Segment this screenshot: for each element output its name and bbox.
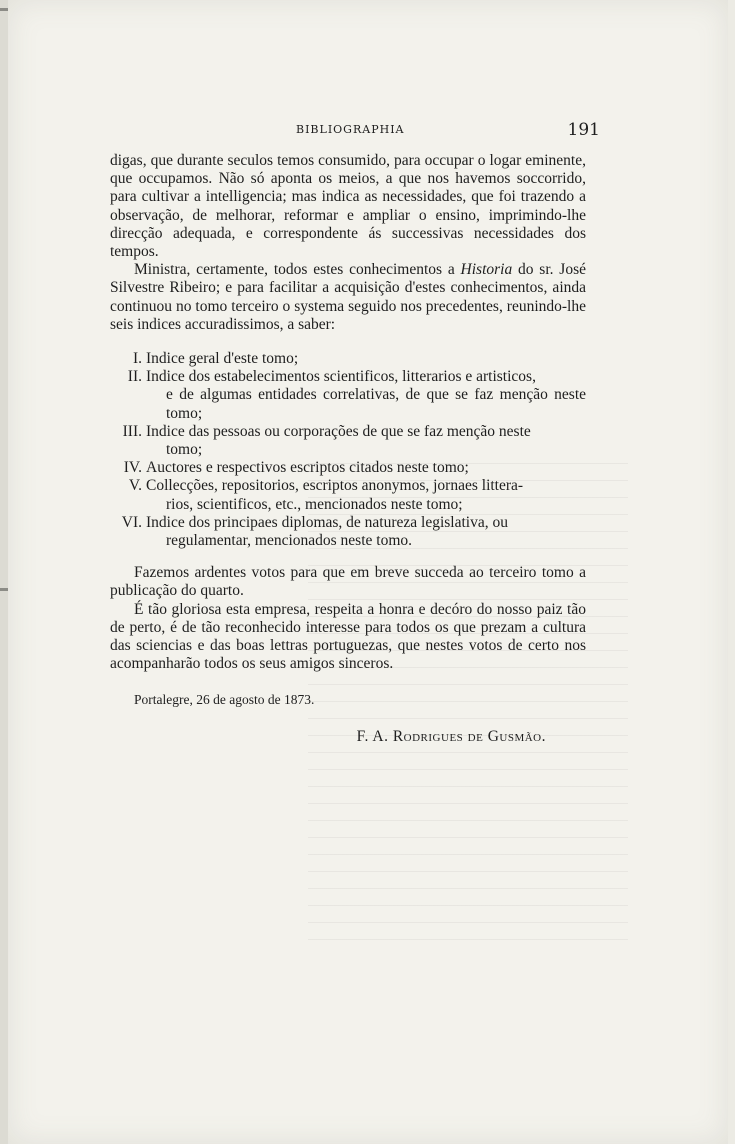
indices-list [110, 350, 586, 550]
paragraph-1: digas, que durante seculos temos consumido, para occupar o logar eminente, que occupamos. Não só aponta os meios, a que nos havemos soccorrido, para cultivar a intelligencia; mas indica as necessidades, que foi trazendo a observação, de melhorar, reformar e ampliar o ensino, imprimindo-lhe direcção adequada, e correspondente ás successivas necessidades dos tempos. [110, 152, 586, 261]
list-item: IV. Auctores e respectivos escriptos citados neste tomo; [123, 459, 469, 477]
paragraph-3: Fazemos ardentes votos para que em breve succeda ao terceiro tomo a publicação do quarto. [110, 564, 586, 600]
list-item: V. Collecções, repositorios, escriptos anonymos, jornaes littera- rios, scientificos, etc., mencionados neste tomo; [128, 477, 524, 513]
place-date: Portalegre, 26 de agosto de 1873. [134, 692, 315, 708]
page-number: 191 [567, 120, 600, 140]
list-item: I. Indice geral d'este tomo; [132, 350, 299, 368]
page-header [110, 120, 600, 142]
paragraph-2: Ministra, certamente, todos estes conhecimentos a Historia do sr. José Silvestre Ribeiro; e para facilitar a acquisição d'estes conhecimentos, ainda continuou no tomo terceiro o systema seguido nos precedentes, reunindo-lhe seis indices accuradissimos, a saber: [110, 261, 586, 333]
paragraph-4: É tão gloriosa esta empresa, respeita a honra e decóro do nosso paiz tão de perto, é de tão reconhecido interesse para todos os que prezam a cultura das sciencias e das boas lettras portuguezas, que nestes votos de certo nos acompanharão todos os seus amigos sinceros. [110, 600, 586, 673]
running-title: BIBLIOGRAPHIA [296, 123, 405, 136]
list-item: II. Indice dos estabelecimentos scientificos, litterarios e artisticos, e de algumas entidades correlativas, de que se faz menção neste tomo; [127, 368, 586, 422]
list-item: III. Indice das pessoas ou corporações de que se faz menção neste tomo; [122, 422, 531, 459]
book-title: Historia [460, 261, 513, 279]
body-text [110, 152, 586, 746]
signature: F. A. Rodrigues de Gusmão. [356, 727, 546, 745]
page-edge [0, 0, 8, 1144]
list-item: VI. Indice dos principaes diplomas, de natureza legislativa, ou regulamentar, mencionados neste tomo. [121, 513, 508, 550]
